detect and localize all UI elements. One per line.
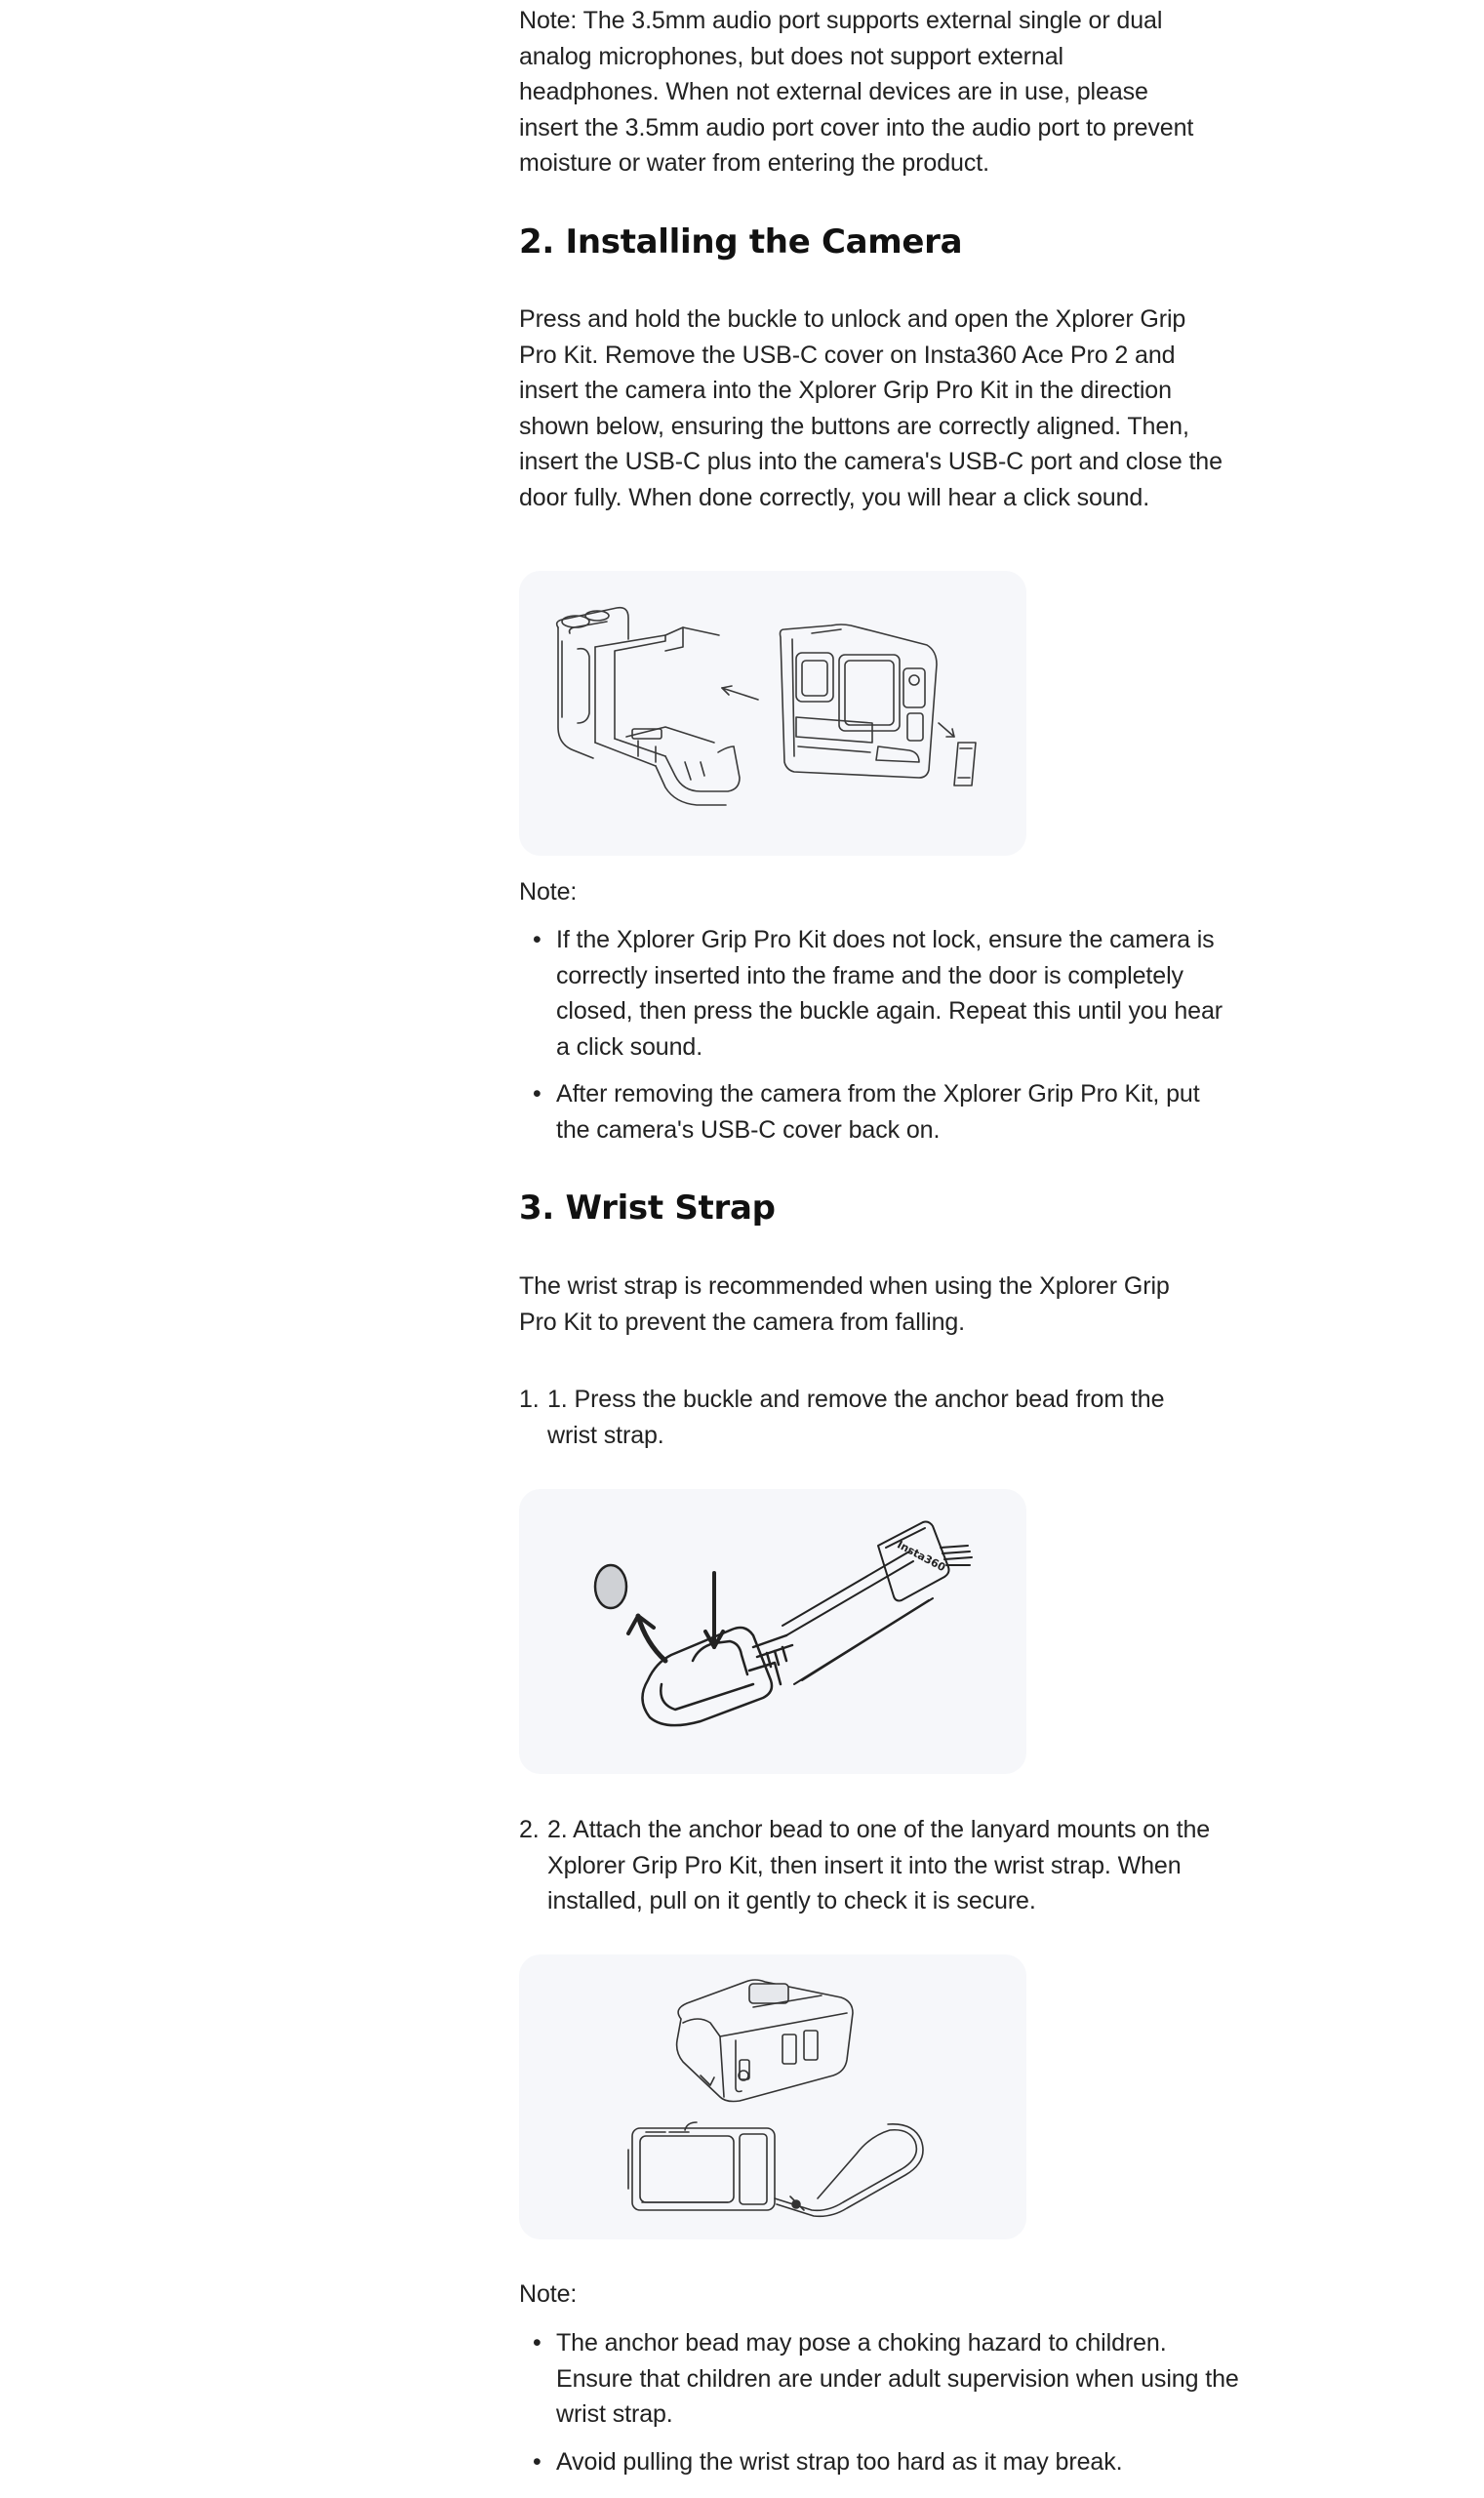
anchor-bead-drawing bbox=[595, 1565, 626, 1608]
strap-buckle-drawing bbox=[642, 1628, 792, 1725]
list-item: • The anchor bead may pose a choking hazard to children. Ensure that children are under adult supervision when using the wrist strap. bbox=[533, 2329, 1239, 2428]
wrist-strap-step-1: 1. 1. Press the buckle and remove the anchor bead from the wrist strap. bbox=[519, 1386, 1165, 1449]
wrist-strap-step-2: 2. 2. Attach the anchor bead to one of the lanyard mounts on the Xplorer Grip Pro Kit, then insert it into the wrist strap. When installed, pull on it gently to check it is secure. bbox=[519, 1816, 1211, 1914]
section-heading-wrist-strap: 3. Wrist Strap bbox=[519, 1189, 776, 1228]
grip-frame-drawing bbox=[557, 608, 740, 805]
insert-direction-arrow-icon bbox=[722, 686, 758, 700]
wrist-strap-note-label: Note: bbox=[519, 2280, 578, 2308]
installing-note-label: Note: bbox=[519, 878, 578, 906]
installing-camera-instructions: Press and hold the buckle to unlock and open the Xplorer Grip Pro Kit. Remove the USB-C cover on Insta360 Ace Pro 2 and insert the camera into the Xplorer Grip Pro Kit in the direction shown below, ensuring the buttons are correctly aligned. Then, insert the USB-C plus into the camera's USB-C port and close the door fully. When done correctly, you will hear a click sound. bbox=[519, 305, 1223, 511]
frame-with-strap-drawing bbox=[628, 2122, 775, 2210]
section-heading-installing-camera: 2. Installing the Camera bbox=[519, 222, 963, 262]
wrist-strap-band-drawing bbox=[782, 1551, 933, 1684]
usb-c-cover-drawing bbox=[939, 723, 976, 786]
lanyard-loop-drawing bbox=[775, 2124, 923, 2217]
wrist-strap-intro: The wrist strap is recommended when using the Xplorer Grip Pro Kit to prevent the camera from falling. bbox=[519, 1272, 1170, 1336]
camera-installation-illustration bbox=[519, 571, 1026, 856]
remove-anchor-bead-illustration bbox=[519, 1489, 1026, 1774]
list-item: • If the Xplorer Grip Pro Kit does not lock, ensure the camera is correctly inserted into the frame and the door is completely closed, then press the buckle again. Repeat this until you hear a click sound. bbox=[533, 926, 1223, 1061]
remove-bead-arrow-icon bbox=[628, 1616, 665, 1661]
grip-with-camera-drawing bbox=[677, 1980, 853, 2102]
attach-anchor-bead-illustration bbox=[519, 1954, 1026, 2239]
wrist-strap-notes-list bbox=[519, 2325, 1239, 2479]
list-item: • After removing the camera from the Xplorer Grip Pro Kit, put the camera's USB-C cover back on. bbox=[533, 1080, 1200, 1144]
camera-drawing bbox=[781, 624, 938, 778]
installing-notes-list bbox=[519, 922, 1239, 1148]
list-item: • Avoid pulling the wrist strap too hard as it may break. bbox=[533, 2447, 1123, 2476]
audio-port-note: Note: The 3.5mm audio port supports external single or dual analog microphones, but does not support external headphones. When not external devices are in use, please insert the 3.5mm audio port cover into the audio port to prevent moisture or water from entering the product. bbox=[519, 7, 1194, 177]
strap-brand-label: Insta360 bbox=[895, 1538, 948, 1575]
